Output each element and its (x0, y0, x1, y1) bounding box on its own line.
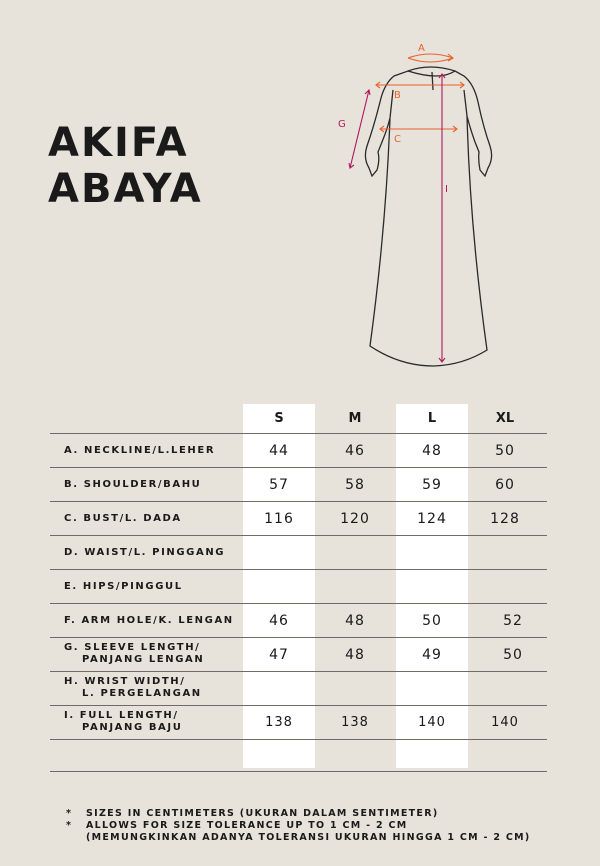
cell-xl: 50 (503, 647, 523, 663)
row-label: B. SHOULDER/BAHU (64, 479, 202, 490)
cell-s: 47 (269, 647, 289, 663)
column-header-xl: XL (495, 411, 515, 426)
title-line-2: ABAYA (48, 166, 203, 212)
column-header-l: L (427, 411, 437, 426)
table-row-sleeve-length (50, 637, 547, 671)
row-label: E. HIPS/PINGGUL (64, 581, 183, 592)
cell-xl: 140 (491, 715, 519, 730)
row-label-line: I. FULL LENGTH/ (64, 710, 179, 721)
row-label: F. ARM HOLE/K. LENGAN (64, 615, 234, 626)
title-line-1: AKIFA (48, 120, 189, 166)
footnote-line: ALLOWS FOR SIZE TOLERANCE UP TO 1 CM - 2 CM (86, 820, 408, 831)
cell-s: 44 (269, 443, 289, 459)
footnote-line: (MEMUNGKINKAN ADANYA TOLERANSI UKURAN HINGGA 1 CM - 2 CM) (86, 832, 531, 843)
table-row-empty (50, 739, 547, 772)
row-label: A. NECKLINE/L.LEHER (64, 445, 216, 456)
footnote-line: SIZES IN CENTIMETERS (UKURAN DALAM SENTIMETER) (86, 808, 439, 819)
abaya-diagram (330, 38, 510, 368)
table-row-arm-hole (50, 603, 547, 637)
footnote (66, 808, 531, 820)
label-b: B (394, 90, 401, 101)
column-header-m: M (348, 411, 362, 426)
cell-xl: 52 (503, 613, 523, 629)
measure-c (380, 126, 457, 132)
table-row-waist (50, 535, 547, 569)
cell-s: 57 (269, 477, 289, 493)
footnote (66, 820, 531, 844)
row-label (64, 642, 204, 666)
measure-i (439, 74, 445, 362)
cell-l: 49 (422, 647, 442, 663)
table-row-wrist-width (50, 671, 547, 705)
table-row-shoulder (50, 467, 547, 501)
row-label: C. BUST/L. DADA (64, 513, 182, 524)
cell-xl: 60 (495, 477, 515, 493)
cell-s: 46 (269, 613, 289, 629)
cell-m: 138 (341, 715, 369, 730)
table-row-bust (50, 501, 547, 535)
cell-m: 120 (340, 511, 370, 527)
cell-xl: 50 (495, 443, 515, 459)
row-label-line: G. SLEEVE LENGTH/ (64, 642, 201, 653)
label-i: I (445, 184, 448, 195)
cell-l: 50 (422, 613, 442, 629)
row-label-line: PANJANG LENGAN (82, 654, 205, 665)
header-row (50, 404, 547, 433)
dress-outline (365, 67, 491, 366)
footnote-bullet: * (66, 820, 73, 831)
label-c: C (394, 134, 401, 145)
column-header-s: S (274, 411, 284, 426)
row-label-line: H. WRIST WIDTH/ (64, 676, 186, 687)
table-row-hips (50, 569, 547, 603)
size-table (50, 404, 547, 772)
cell-l: 48 (422, 443, 442, 459)
cell-m: 46 (345, 443, 365, 459)
cell-s: 138 (265, 715, 293, 730)
cell-l: 124 (417, 511, 447, 527)
row-label (64, 710, 182, 734)
row-label: D. WAIST/L. PINGGANG (64, 547, 226, 558)
label-a: A (418, 43, 425, 54)
row-label-line: PANJANG BAJU (82, 722, 183, 733)
page-title (48, 120, 203, 212)
measure-g (349, 90, 370, 168)
cell-s: 116 (264, 511, 294, 527)
footnote-bullet: * (66, 808, 73, 819)
cell-m: 58 (345, 477, 365, 493)
table-row-full-length (50, 705, 547, 739)
measure-b (376, 82, 464, 88)
label-g: G (338, 119, 346, 130)
cell-l: 140 (418, 715, 446, 730)
row-label (64, 676, 202, 700)
row-label-line: L. PERGELANGAN (82, 688, 202, 699)
cell-l: 59 (422, 477, 442, 493)
cell-xl: 128 (490, 511, 520, 527)
footnotes (66, 808, 531, 844)
cell-m: 48 (345, 613, 365, 629)
measure-a (408, 54, 453, 62)
table-row-neckline (50, 433, 547, 467)
cell-m: 48 (345, 647, 365, 663)
